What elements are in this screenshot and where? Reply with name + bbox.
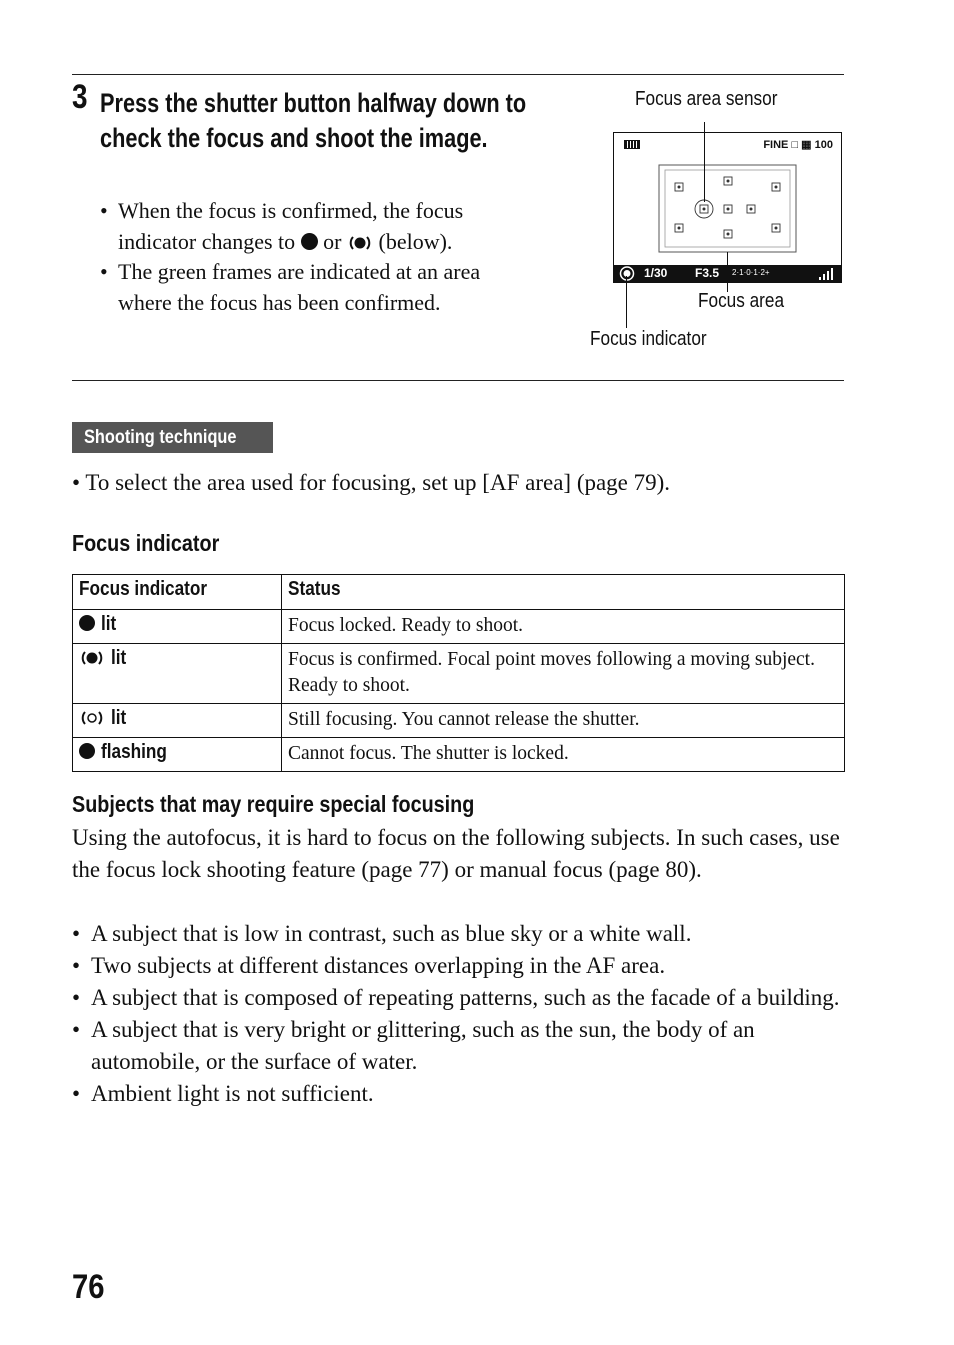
- card-icon: ▦: [801, 139, 812, 151]
- list-item: • Ambient light is not sufficient.: [72, 1078, 852, 1110]
- page-number: 76: [72, 1268, 105, 1306]
- focus-confirmed-icon: [347, 233, 373, 253]
- table-cell: Cannot focus. The shutter is locked.: [282, 738, 845, 772]
- sensor-leader-line: [704, 122, 705, 202]
- solid-dot-icon: [301, 233, 318, 250]
- table-cell: lit: [73, 644, 282, 704]
- table-header: Status: [282, 575, 845, 610]
- table-cell: lit: [73, 610, 282, 644]
- step-bullet-1: • When the focus is confirmed, the focus indicator changes to or (below).: [100, 196, 510, 257]
- af-frame: [614, 133, 843, 284]
- focusing-icon: [79, 708, 105, 728]
- table-header: Focus indicator: [73, 575, 282, 610]
- focus-indicator-heading: Focus indicator: [72, 530, 220, 556]
- focus-area-sensor-label: Focus area sensor: [635, 88, 778, 110]
- table-cell: lit: [73, 704, 282, 738]
- table-row: [73, 644, 845, 704]
- table-row: [73, 738, 845, 772]
- screen-top-info: FINE □ ▦ 100: [763, 139, 833, 151]
- drive-mode-icon: □: [791, 139, 799, 151]
- step-title: Press the shutter button halfway down to check the focus and shoot the image.: [100, 88, 527, 153]
- top-rule: [72, 74, 844, 75]
- list-item: • Two subjects at different distances overlapping in the AF area.: [72, 950, 852, 982]
- list-item: • A subject that is low in contrast, such as blue sky or a white wall.: [72, 918, 852, 950]
- technique-bullet: • To select the area used for focusing, set up [AF area] (page 79).: [72, 470, 671, 495]
- focus-area-label: Focus area: [698, 290, 785, 312]
- table-row: [73, 610, 845, 644]
- special-intro: Using the autofocus, it is hard to focus on the following subjects. In such cases, use the focus lock shooting feature (page 77) or manual focus (page 80).: [72, 825, 840, 882]
- step-bullet-2: • The green frames are indicated at an area where the focus has been confirmed.: [100, 257, 510, 318]
- mid-rule: [72, 380, 844, 381]
- indicator-leader-line: [626, 276, 627, 328]
- table-cell: Focus is confirmed. Focal point moves following a moving subject. Ready to shoot.: [282, 644, 845, 704]
- table-cell: Still focusing. You cannot release the shutter.: [282, 704, 845, 738]
- focus-indicator-icon: [618, 265, 636, 282]
- step-number: 3: [72, 78, 88, 116]
- step-bullets: [100, 196, 510, 318]
- table-row: [73, 704, 845, 738]
- solid-dot-icon: [79, 615, 95, 631]
- screen-status-bar: 1/30 F3.5 2·1·0·1·2+: [614, 265, 841, 282]
- table-cell: flashing: [73, 738, 282, 772]
- level-icon: [819, 268, 833, 280]
- focus-indicator-table: [72, 574, 845, 772]
- special-subjects-list: [72, 918, 852, 1110]
- area-leader-line: [727, 252, 728, 292]
- list-item: • A subject that is very bright or glittering, such as the sun, the body of an automobile, or the surface of water.: [72, 1014, 852, 1078]
- special-focusing-heading: Subjects that may require special focusing: [72, 791, 475, 817]
- focus-confirmed-icon: [79, 648, 105, 668]
- focus-indicator-label: Focus indicator: [590, 328, 707, 350]
- list-item: • A subject that is composed of repeating patterns, such as the facade of a building.: [72, 982, 852, 1014]
- table-header-row: [73, 575, 845, 610]
- shooting-technique-badge: Shooting technique: [72, 422, 273, 453]
- solid-dot-icon: [79, 743, 95, 759]
- table-cell: Focus locked. Ready to shoot.: [282, 610, 845, 644]
